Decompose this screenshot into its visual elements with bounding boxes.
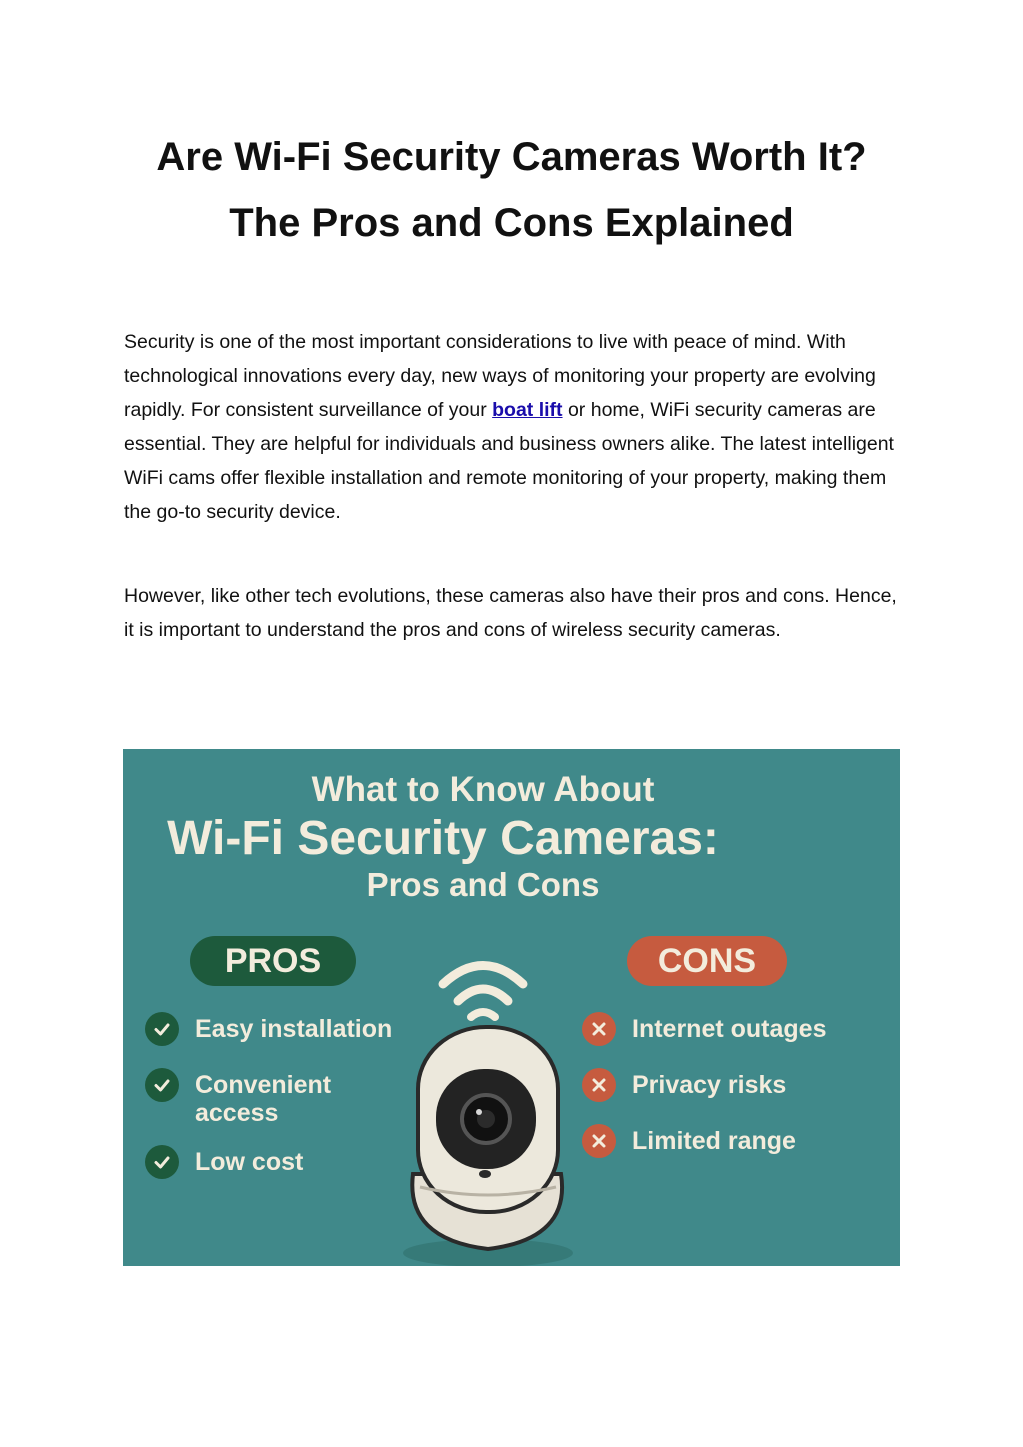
con-item (582, 1071, 786, 1102)
second-paragraph: However, like other tech evolutions, these cameras also have their pros and cons. Hence, it is important to understand the pros and cons of wireless security cameras. (124, 585, 897, 641)
pro-item-label: Low cost (195, 1148, 304, 1176)
pro-item (145, 1015, 392, 1046)
intro-paragraph (124, 325, 904, 529)
con-item-label: Limited range (632, 1127, 796, 1155)
infographic-heading-3: Pros and Cons (366, 866, 600, 903)
con-item (582, 1127, 796, 1158)
pro-item (145, 1148, 303, 1179)
cons-label: CONS (627, 936, 787, 986)
pro-item-label: Easy installation (195, 1015, 393, 1043)
pro-item-label: Convenient access (195, 1071, 332, 1127)
con-item-label: Internet outages (632, 1015, 827, 1043)
camera-illustration (393, 919, 593, 1266)
con-item-label: Privacy risks (632, 1071, 787, 1099)
title-line-2: The Pros and Cons Explained (229, 201, 794, 245)
intro-text-end: or home, WiFi security cameras are essential. They are helpful for individuals and business owners alike. The latest intelligent WiFi cams offer flexible installation and remote monitoring of your property, making them the go-to security device. (124, 399, 894, 523)
con-item (582, 1015, 826, 1046)
infographic-heading-1: What to Know About (311, 770, 655, 809)
article-title (0, 124, 1023, 256)
title-line-1: Are Wi-Fi Security Cameras Worth It? (156, 135, 867, 179)
pros-cons-infographic (123, 749, 900, 1266)
check-icon (145, 1145, 179, 1179)
check-icon (145, 1068, 179, 1102)
wifi-icon (443, 966, 523, 1018)
camera-icon (403, 1027, 573, 1266)
boat-lift-link[interactable]: boat lift (492, 399, 563, 421)
check-icon (145, 1012, 179, 1046)
pro-item (145, 1071, 345, 1127)
infographic-heading-2: Wi-Fi Security Cameras: (167, 812, 719, 865)
intro-text-start: Security is one of the most important considerations to live with peace of mind. With technological innovations every day, new ways of monitoring your property are evolving rapidly. For consistent surveillance of your (124, 331, 876, 421)
pros-label: PROS (190, 936, 356, 986)
